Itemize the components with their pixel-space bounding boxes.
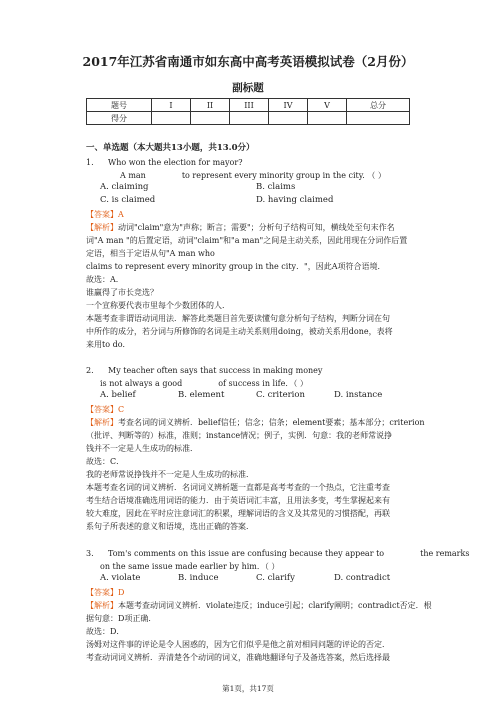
- page-subtitle: 副标题: [232, 82, 264, 94]
- explanation-line: 本题考查非谓语动词用法．解答此类题目首先要读懂句意分析句子结构，判断分词在句: [86, 314, 390, 323]
- question-number: 3.: [86, 549, 94, 558]
- stem-part: is not always a good: [100, 379, 183, 388]
- score-cell: [152, 112, 191, 125]
- explanation-text: 本题考查动词词义辨析．violate违反；induce引起；clarify阐明；contradict否定．根: [118, 601, 432, 610]
- explanation-line: （批评、判断等的）标准，准则；instance情况；例子，实例．句意：我的老师常说挣: [86, 431, 393, 440]
- page-footer: 第1页，共17页: [222, 684, 274, 693]
- explanation-line: 本题考查名词的词义辨析．名词词义辨析题一直都是高考考查的一个热点，它注重考查: [86, 483, 390, 492]
- explanation-line: 一个宣称要代表市里每个少数团体的人．: [86, 301, 230, 310]
- stem-part: the remarks: [420, 549, 470, 558]
- page-title: 2017年江苏省南通市如东高中高考英语模拟试卷（2月份）: [82, 54, 414, 69]
- answer-label: 【答案】D: [86, 588, 125, 597]
- score-header-cell: I: [152, 99, 191, 112]
- explanation-text: 动词"claim"意为"声称；断言；需要"；分析句子结构可知，横线处至句末作名: [118, 223, 395, 232]
- score-table-score-row: [87, 112, 410, 125]
- explanation-line: 故选：A．: [86, 275, 124, 284]
- stem-part: Tom's comments on this issue are confusing because they appear to: [108, 549, 385, 558]
- explanation-line: 系句子所表述的意义和语境，选出正确的答案．: [86, 522, 254, 531]
- option-c: C. clarify: [256, 573, 295, 583]
- score-header-cell: 题号: [87, 99, 152, 112]
- score-header-cell: V: [308, 99, 347, 112]
- question-number: 2.: [86, 366, 94, 375]
- explanation-tag: 【解析】: [86, 223, 118, 232]
- question-number: 1.: [86, 158, 94, 167]
- stem-part: A man: [120, 171, 146, 180]
- score-header-cell: IV: [269, 99, 308, 112]
- option-d: D. contradict: [334, 573, 391, 583]
- explanation-line: claims to represent every minority group in the city．"，因此A项符合语境．: [86, 262, 386, 271]
- question-stem: My teacher often says that success in making money: [108, 366, 323, 375]
- section-heading: 一、单选题（本大题共13小题，共13.0分）: [86, 143, 255, 153]
- explanation-line: 钱并不一定是人生成功的标准．: [86, 444, 198, 453]
- question-stem: [120, 169, 386, 182]
- option-c: C. is claimed: [100, 195, 156, 205]
- score-table-header-row: [87, 99, 410, 112]
- score-header-cell: III: [230, 99, 269, 112]
- option-b: B. claims: [256, 182, 296, 192]
- question-stem: [100, 377, 308, 390]
- option-c: C. criterion: [256, 390, 305, 400]
- explanation-line: 词"A man "的后置定语，动词"claim"和"a man"之间是主动关系，因此用现在分词作后置: [86, 236, 408, 245]
- option-a: A. claiming: [100, 182, 149, 192]
- explanation-line: 较大难度，因此在平时应注意词汇的积累，理解词语的含义及其常见的习惯搭配，再联: [86, 509, 390, 518]
- question-stem: on the same issue made earlier by him．（ ）: [100, 562, 280, 571]
- explanation-line: [86, 221, 395, 234]
- explanation-tag: 【解析】: [86, 601, 118, 610]
- explanation-line: [86, 599, 432, 612]
- explanation-line: 考查动词词义辨析．弄清楚各个动词的词义，准确地翻译句子及备选答案，然后选择最: [86, 653, 390, 662]
- explanation-line: 谁赢得了市长竞选？: [86, 288, 158, 297]
- score-cell: [308, 112, 347, 125]
- question-stem: Who won the election for mayor?: [108, 158, 243, 167]
- option-d: D. having claimed: [256, 195, 334, 205]
- explanation-line: 考生结合语境准确选用词语的能力．由于英语词汇丰富，且用法多变，考生掌握起来有: [86, 496, 390, 505]
- answer-label: 【答案】A: [86, 210, 124, 219]
- question-stem: [108, 547, 469, 560]
- option-d: D. instance: [334, 390, 383, 400]
- score-header-cell: II: [191, 99, 230, 112]
- explanation-line: 故选：C．: [86, 457, 125, 466]
- explanation-line: 定语，相当于定语从句"A man who: [86, 249, 215, 258]
- explanation-line: 故选：D．: [86, 627, 125, 636]
- option-b: B. element: [178, 390, 225, 400]
- stem-part: of success in life．（ ）: [218, 379, 308, 388]
- score-header-cell: 总分: [347, 99, 410, 112]
- score-cell: [269, 112, 308, 125]
- explanation-text: 考查名词的词义辨析．belief信任；信念；信条；element要素；基本部分；criterion: [118, 418, 425, 427]
- explanation-line: 来用to do．: [86, 340, 131, 349]
- option-b: B. induce: [178, 573, 219, 583]
- explanation-line: [86, 416, 425, 429]
- explanation-line: 中所作的成分，若分词与所修饰的名词是主动关系则用doing，被动关系用done，表将: [86, 327, 393, 336]
- explanation-line: 汤姆对这件事的评论是令人困惑的，因为它们似乎是他之前对相同问题的评论的否定．: [86, 640, 390, 649]
- score-row-label: 得分: [87, 112, 152, 125]
- score-cell: [347, 112, 410, 125]
- answer-label: 【答案】C: [86, 405, 125, 414]
- option-a: A. belief: [100, 390, 136, 400]
- explanation-line: 据句意：D项正确．: [86, 614, 157, 623]
- score-cell: [230, 112, 269, 125]
- score-table: [86, 98, 410, 125]
- explanation-tag: 【解析】: [86, 418, 118, 427]
- stem-part: to represent every minority group in the city. （ ）: [181, 171, 386, 180]
- score-cell: [191, 112, 230, 125]
- explanation-line: 我的老师常说挣钱并不一定是人生成功的标准．: [86, 470, 254, 479]
- option-a: A. violate: [100, 573, 141, 583]
